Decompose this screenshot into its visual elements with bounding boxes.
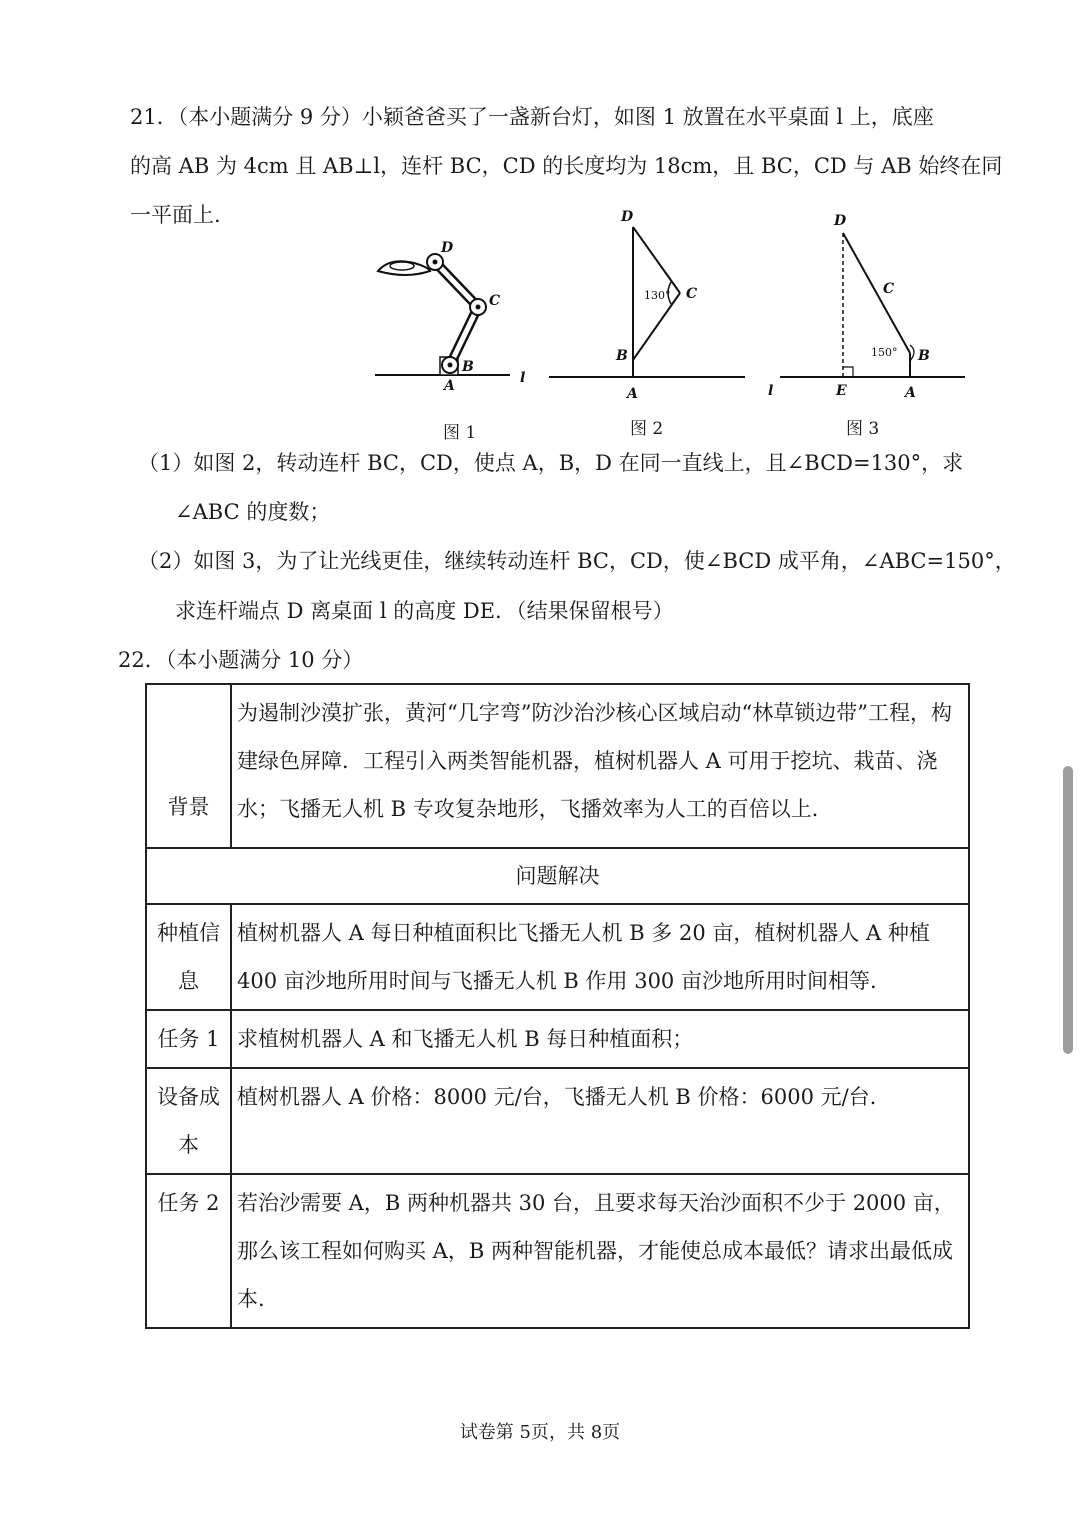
fig3-angle-label: 150°: [871, 346, 898, 359]
page-footer: 试卷第 5页，共 8页: [459, 1422, 621, 1443]
fig1-label-b: B: [462, 359, 474, 375]
q22-heading: 22．（本小题满分 10 分）: [118, 648, 364, 672]
task1-text: 求植树机器人 A 和飞播无人机 B 每日种植面积；: [231, 1010, 969, 1068]
figure-3-diagram: [760, 205, 970, 405]
planting-text: 植树机器人 A 每日种植面积比飞播无人机 B 多 20 亩，植树机器人 A 种植 400 亩沙地所用时间与飞播无人机 B 作用 300 亩沙地所用时间相等.: [231, 904, 969, 1010]
fig2-label-a: A: [627, 386, 638, 402]
figure-1-caption: 图 1: [443, 423, 477, 443]
fig3-label-l: l: [768, 383, 774, 399]
fig1-label-a: A: [444, 378, 455, 390]
q21-part1-line-1: （1）如图 2，转动连杆 BC，CD，使点 A，B，D 在同一直线上，且∠BCD=130°，求: [138, 451, 964, 475]
task2-text: 若治沙需要 A，B 两种机器共 30 台，且要求每天治沙面积不少于 2000 亩，那么该工程如何购买 A，B 两种智能机器，才能使总成本最低？请求出最低成本.: [231, 1174, 969, 1328]
table-row-background: [146, 684, 969, 848]
fig2-label-c: C: [686, 286, 698, 302]
fig1-label-d: D: [441, 240, 454, 256]
table-row-task1: [146, 1010, 969, 1068]
figure-2-caption: 图 2: [630, 419, 664, 439]
figure-1-lamp-diagram: [370, 235, 540, 390]
q21-part1-line-2: ∠ABC 的度数；: [175, 500, 331, 524]
fig1-label-l: l: [520, 370, 526, 386]
fig3-label-b: B: [918, 348, 930, 364]
fig3-label-c: C: [883, 281, 895, 297]
fig3-label-a: A: [905, 385, 916, 401]
q21-part2-line-2: 求连杆端点 D 离桌面 l 的高度 DE．（结果保留根号）: [175, 599, 674, 623]
fig2-label-d: D: [621, 209, 634, 225]
q21-line-1: 21．（本小题满分 9 分）小颖爸爸买了一盏新台灯，如图 1 放置在水平桌面 l 上，底座: [130, 105, 934, 129]
q21-line-2: 的高 AB 为 4cm 且 AB⊥l，连杆 BC，CD 的长度均为 18cm，且 BC，CD 与 AB 始终在同: [130, 154, 1003, 178]
table-row-cost: [146, 1068, 969, 1174]
planting-label: 种植信息: [146, 904, 231, 1010]
task2-label: 任务 2: [146, 1174, 231, 1328]
fig3-label-e: E: [836, 383, 847, 399]
figure-3-caption: 图 3: [846, 419, 880, 439]
fig1-label-c: C: [489, 293, 501, 309]
table-row-planting: [146, 904, 969, 1010]
background-label: 背景: [146, 684, 231, 848]
cost-text: 植树机器人 A 价格：8000 元/台，飞播无人机 B 价格：6000 元/台.: [231, 1068, 969, 1174]
fig2-angle-label: 130°: [644, 289, 671, 302]
scrollbar-thumb[interactable]: [1063, 766, 1073, 1054]
problem-header: 问题解决: [146, 848, 969, 904]
q21-line-3: 一平面上.: [130, 203, 221, 227]
background-text: 为遏制沙漠扩张，黄河“几字弯”防沙治沙核心区域启动“林草锁边带”工程，构建绿色屏障．工程引入两类智能机器，植树机器人 A 可用于挖坑、栽苗、浇水；飞播无人机 B 专攻复杂地形，飞播效率为人工的百倍以上．: [231, 684, 969, 848]
q22-info-table: [145, 683, 970, 1329]
task1-label: 任务 1: [146, 1010, 231, 1068]
q21-part2-line-1: （2）如图 3，为了让光线更佳，继续转动连杆 BC，CD，使∠BCD 成平角，∠ABC=150°，: [138, 549, 1016, 573]
fig2-label-b: B: [616, 348, 628, 364]
table-row-task2: [146, 1174, 969, 1328]
cost-label: 设备成本: [146, 1068, 231, 1174]
table-row-problem-header: [146, 848, 969, 904]
fig3-label-d: D: [834, 213, 847, 229]
figure-2-diagram: [545, 205, 750, 405]
